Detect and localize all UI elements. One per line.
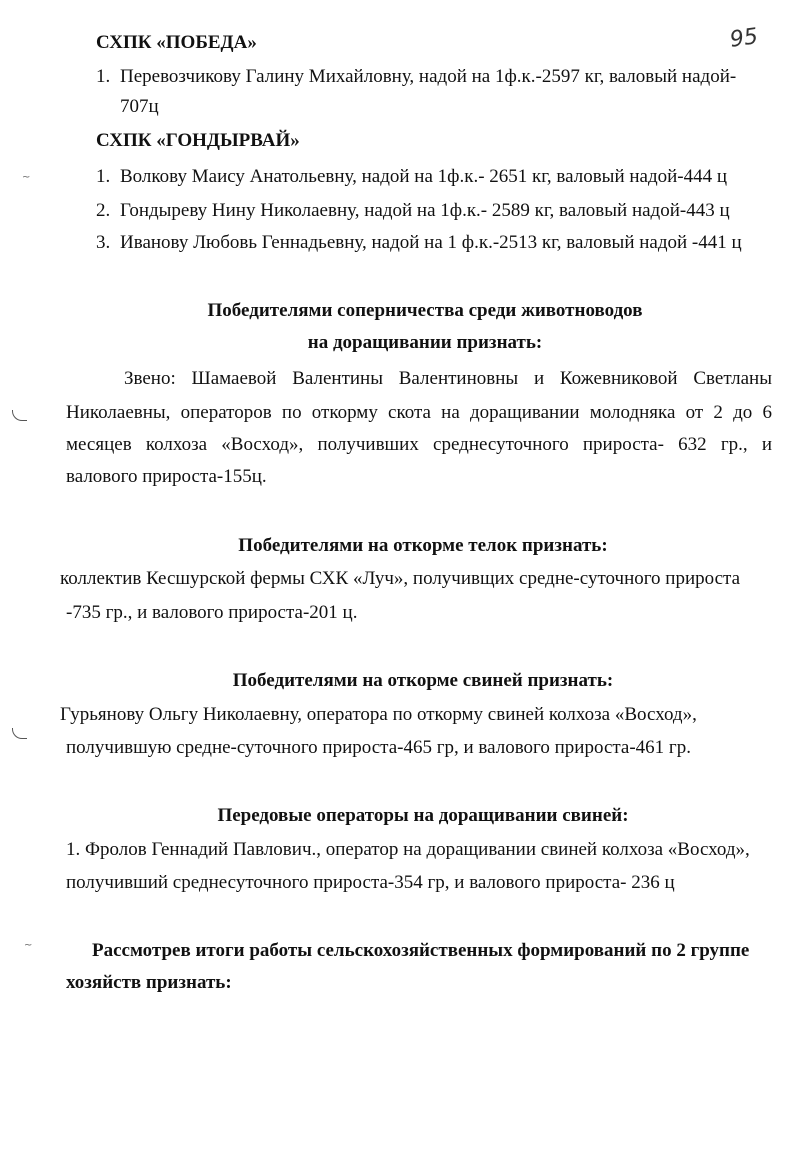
paragraph-line: -735 гр., и валового прироста-201 ц. [66,602,358,623]
list-number: 1. [96,66,111,87]
list-number: 3. [96,232,111,253]
paragraph-line: 1. Фролов Геннадий Павлович., оператор на доращивании свиней колхоза «Восход», [66,839,750,860]
list-item [96,200,730,222]
list-text: Перевозчикову Галину Михайловну, надой на 1ф.к.-2597 кг, валовый надой- [120,66,737,87]
section-heading-pobeda: СХПК «ПОБЕДА» [96,32,257,53]
section-heading-operators: Передовые операторы на доращивании свиней: [217,805,629,826]
list-text: Гондыреву Нину Николаевну, надой на 1ф.к.- 2589 кг, валовый надой-443 ц [120,200,730,221]
section-heading-dorash: Победителями соперничества среди животноводов [207,300,643,321]
summary-line: Рассмотрев итоги работы сельскохозяйственных формирований по 2 группе [92,940,750,961]
section-heading-telok: Победителями на откорме телок признать: [238,535,608,556]
paragraph-line: валового прироста-155ц. [66,466,267,487]
paragraph-line: Гурьянову Ольгу Николаевну, оператора по откорму свиней колхоза «Восход», [60,704,697,725]
summary-line: хозяйств признать: [66,972,232,993]
margin-tick: ~ [22,172,31,183]
margin-mark [12,728,27,739]
list-text: Иванову Любовь Геннадьевну, надой на 1 ф.к.-2513 кг, валовый надой -441 ц [120,232,742,253]
paragraph-line: Звено: Шамаевой Валентины Валентиновны и Кожевниковой Светланы [124,368,772,389]
section-subheading-dorash: на доращивании признать: [307,332,543,353]
section-heading-gondyrvay: СХПК «ГОНДЫРВАЙ» [96,130,300,151]
section-heading-sviney: Победителями на откорме свиней признать: [232,670,614,691]
list-item [96,232,742,254]
paragraph-line: получивший среднесуточного прироста-354 гр, и валового прироста- 236 ц [66,872,675,893]
page-mark: 95 [728,24,760,53]
list-item [96,66,736,88]
list-number: 1. [96,166,111,187]
paragraph-line: коллектив Кесшурской фермы СХК «Луч», получивщих средне-суточного прироста [60,568,741,589]
paragraph-line: Николаевны, операторов по откорму скота на доращивании молодняка от 2 до 6 [66,402,772,423]
margin-tick: ~ [24,940,33,951]
margin-mark [12,410,27,421]
paragraph-line: получившую средне-суточного прироста-465 гр, и валового прироста-461 гр. [66,737,691,758]
list-item [96,166,727,188]
list-text: Волкову Маису Анатольевну, надой на 1ф.к.- 2651 кг, валовый надой-444 ц [120,166,728,187]
list-item-continuation: 707ц [120,96,159,117]
paragraph-line: месяцев колхоза «Восход», получивших среднесуточного прироста- 632 гр., и [66,434,772,455]
list-number: 2. [96,200,111,221]
